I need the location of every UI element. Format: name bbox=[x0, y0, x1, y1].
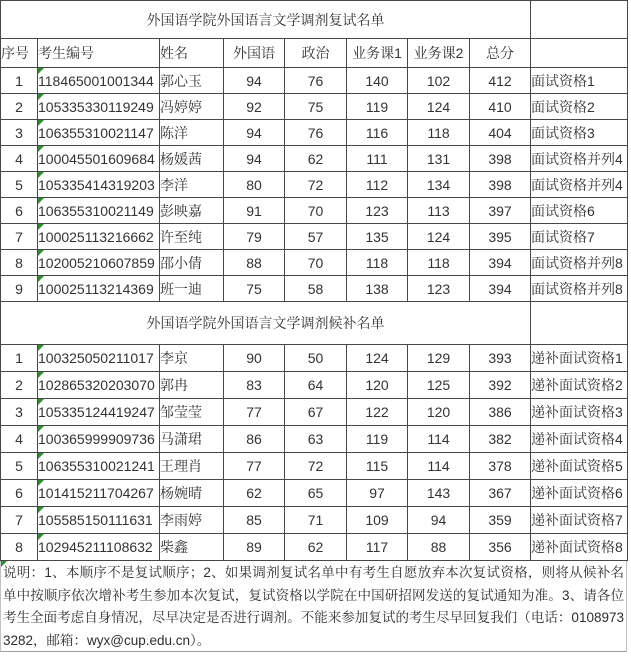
candidate-id-cell: 100025113214369 bbox=[38, 276, 160, 302]
foreign-language-score-cell: 77 bbox=[224, 399, 285, 426]
candidate-id-cell: 105335330119249 bbox=[38, 94, 160, 120]
total-score-cell: 397 bbox=[470, 198, 531, 224]
title-side-empty-cell bbox=[531, 302, 628, 345]
course1-score-cell: 119 bbox=[347, 94, 408, 120]
politics-score-cell: 62 bbox=[285, 146, 347, 172]
green-corner-icon bbox=[38, 534, 44, 540]
qualification-cell: 递补面试资格4 bbox=[531, 426, 628, 453]
retest-list-title: 外国语学院外国语言文学调剂复试名单 bbox=[1, 1, 531, 39]
qualification-cell: 递补面试资格3 bbox=[531, 399, 628, 426]
table-row bbox=[1, 250, 628, 276]
candidate-id-cell: 100365999909736 bbox=[38, 426, 160, 453]
index-cell: 7 bbox=[1, 507, 38, 534]
course1-score-cell: 109 bbox=[347, 507, 408, 534]
qualification-cell: 面试资格并列4 bbox=[531, 172, 628, 198]
name-cell: 陈洋 bbox=[160, 120, 224, 146]
candidate-id-cell: 105335124419247 bbox=[38, 399, 160, 426]
qualification-cell: 递补面试资格8 bbox=[531, 534, 628, 561]
header-name: 姓名 bbox=[160, 39, 224, 68]
index-cell: 8 bbox=[1, 250, 38, 276]
total-score-cell: 398 bbox=[470, 172, 531, 198]
green-corner-icon bbox=[38, 372, 44, 378]
name-cell: 邹莹莹 bbox=[160, 399, 224, 426]
course1-score-cell: 138 bbox=[347, 276, 408, 302]
header-politics: 政治 bbox=[285, 39, 347, 68]
qualification-cell: 面试资格6 bbox=[531, 198, 628, 224]
total-score-cell: 395 bbox=[470, 224, 531, 250]
politics-score-cell: 76 bbox=[285, 68, 347, 94]
green-corner-icon bbox=[38, 224, 44, 230]
total-score-cell: 392 bbox=[470, 372, 531, 399]
green-corner-icon bbox=[1, 561, 7, 567]
politics-score-cell: 50 bbox=[285, 345, 347, 372]
total-score-cell: 378 bbox=[470, 453, 531, 480]
course2-score-cell: 118 bbox=[408, 250, 470, 276]
course1-score-cell: 123 bbox=[347, 198, 408, 224]
qualification-cell: 面试资格3 bbox=[531, 120, 628, 146]
green-corner-icon bbox=[38, 94, 44, 100]
index-cell: 3 bbox=[1, 399, 38, 426]
name-cell: 柴鑫 bbox=[160, 534, 224, 561]
qualification-cell: 递补面试资格6 bbox=[531, 480, 628, 507]
politics-score-cell: 70 bbox=[285, 198, 347, 224]
foreign-language-score-cell: 94 bbox=[224, 68, 285, 94]
politics-score-cell: 62 bbox=[285, 534, 347, 561]
qualification-cell: 面试资格并列8 bbox=[531, 250, 628, 276]
foreign-language-score-cell: 90 bbox=[224, 345, 285, 372]
course2-score-cell: 114 bbox=[408, 426, 470, 453]
foreign-language-score-cell: 91 bbox=[224, 198, 285, 224]
politics-score-cell: 67 bbox=[285, 399, 347, 426]
index-cell: 4 bbox=[1, 426, 38, 453]
course2-score-cell: 123 bbox=[408, 276, 470, 302]
table-row bbox=[1, 120, 628, 146]
title-side-empty-cell bbox=[531, 1, 628, 39]
course1-score-cell: 117 bbox=[347, 534, 408, 561]
course2-score-cell: 124 bbox=[408, 94, 470, 120]
politics-score-cell: 76 bbox=[285, 120, 347, 146]
total-score-cell: 382 bbox=[470, 426, 531, 453]
course2-score-cell: 102 bbox=[408, 68, 470, 94]
table-row bbox=[1, 453, 628, 480]
total-score-cell: 394 bbox=[470, 250, 531, 276]
total-score-cell: 394 bbox=[470, 276, 531, 302]
course1-score-cell: 124 bbox=[347, 345, 408, 372]
foreign-language-score-cell: 94 bbox=[224, 146, 285, 172]
politics-score-cell: 63 bbox=[285, 426, 347, 453]
foreign-language-score-cell: 83 bbox=[224, 372, 285, 399]
course2-score-cell: 88 bbox=[408, 534, 470, 561]
table-row bbox=[1, 172, 628, 198]
total-score-cell: 398 bbox=[470, 146, 531, 172]
qualification-cell: 面试资格并列8 bbox=[531, 276, 628, 302]
table-row bbox=[1, 507, 628, 534]
foreign-language-score-cell: 86 bbox=[224, 426, 285, 453]
candidate-id-cell: 102005210607859 bbox=[38, 250, 160, 276]
name-cell: 郭冉 bbox=[160, 372, 224, 399]
index-cell: 3 bbox=[1, 120, 38, 146]
header-foreign-language: 外国语 bbox=[224, 39, 285, 68]
course1-score-cell: 118 bbox=[347, 250, 408, 276]
course2-score-cell: 125 bbox=[408, 372, 470, 399]
total-score-cell: 367 bbox=[470, 480, 531, 507]
table-row bbox=[1, 68, 628, 94]
index-cell: 6 bbox=[1, 198, 38, 224]
course2-score-cell: 134 bbox=[408, 172, 470, 198]
course1-score-cell: 120 bbox=[347, 372, 408, 399]
name-cell: 李雨婷 bbox=[160, 507, 224, 534]
politics-score-cell: 72 bbox=[285, 172, 347, 198]
header-course1: 业务课1 bbox=[347, 39, 408, 68]
name-cell: 冯婷婷 bbox=[160, 94, 224, 120]
course1-score-cell: 140 bbox=[347, 68, 408, 94]
course1-score-cell: 135 bbox=[347, 224, 408, 250]
course2-score-cell: 114 bbox=[408, 453, 470, 480]
table-row bbox=[1, 94, 628, 120]
name-cell: 王理肖 bbox=[160, 453, 224, 480]
course2-score-cell: 120 bbox=[408, 399, 470, 426]
foreign-language-score-cell: 77 bbox=[224, 453, 285, 480]
table-row bbox=[1, 399, 628, 426]
waitlist-title-row bbox=[1, 302, 628, 345]
table-row bbox=[1, 534, 628, 561]
total-score-cell: 404 bbox=[470, 120, 531, 146]
header-course2: 业务课2 bbox=[408, 39, 470, 68]
candidate-id-cell: 105335414319203 bbox=[38, 172, 160, 198]
table-row bbox=[1, 146, 628, 172]
total-score-cell: 412 bbox=[470, 68, 531, 94]
qualification-cell: 面试资格7 bbox=[531, 224, 628, 250]
green-corner-icon bbox=[38, 480, 44, 486]
notes-text: 说明：1、本顺序不是复试顺序；2、如果调剂复试名单中有考生自愿放弃本次复试资格，则将从候补名单中按顺序依次增补考生参加本次复试，复试资格以学院在中国研招网发送的复试通知为准。3、请各位考生全面考虑自身情况，尽早决定是否进行调剂。不能来参加复试的考生尽早回复我们（电话：01089733282，邮箱：wyx@cup.edu.cn）。 bbox=[3, 565, 624, 648]
header-index: 序号 bbox=[1, 39, 38, 68]
course1-score-cell: 116 bbox=[347, 120, 408, 146]
qualification-cell: 面试资格1 bbox=[531, 68, 628, 94]
index-cell: 5 bbox=[1, 172, 38, 198]
politics-score-cell: 75 bbox=[285, 94, 347, 120]
course2-score-cell: 131 bbox=[408, 146, 470, 172]
course1-score-cell: 122 bbox=[347, 399, 408, 426]
course1-score-cell: 97 bbox=[347, 480, 408, 507]
green-corner-icon bbox=[38, 250, 44, 256]
table-row bbox=[1, 224, 628, 250]
course2-score-cell: 118 bbox=[408, 120, 470, 146]
name-cell: 邵小倩 bbox=[160, 250, 224, 276]
table-row bbox=[1, 426, 628, 453]
qualification-cell: 递补面试资格5 bbox=[531, 453, 628, 480]
qualification-cell: 递补面试资格2 bbox=[531, 372, 628, 399]
foreign-language-score-cell: 89 bbox=[224, 534, 285, 561]
header-qualification bbox=[531, 39, 628, 68]
candidate-id-cell: 105585150111631 bbox=[38, 507, 160, 534]
course1-score-cell: 119 bbox=[347, 426, 408, 453]
qualification-cell: 面试资格并列4 bbox=[531, 146, 628, 172]
table-row bbox=[1, 480, 628, 507]
politics-score-cell: 72 bbox=[285, 453, 347, 480]
index-cell: 9 bbox=[1, 276, 38, 302]
green-corner-icon bbox=[38, 120, 44, 126]
foreign-language-score-cell: 79 bbox=[224, 224, 285, 250]
name-cell: 彭映嘉 bbox=[160, 198, 224, 224]
foreign-language-score-cell: 94 bbox=[224, 120, 285, 146]
course2-score-cell: 129 bbox=[408, 345, 470, 372]
total-score-cell: 410 bbox=[470, 94, 531, 120]
notes-paragraph bbox=[0, 561, 627, 652]
course1-score-cell: 112 bbox=[347, 172, 408, 198]
politics-score-cell: 65 bbox=[285, 480, 347, 507]
total-score-cell: 393 bbox=[470, 345, 531, 372]
candidate-id-cell: 102865320203070 bbox=[38, 372, 160, 399]
total-score-cell: 356 bbox=[470, 534, 531, 561]
total-score-cell: 386 bbox=[470, 399, 531, 426]
name-cell: 李洋 bbox=[160, 172, 224, 198]
total-score-cell: 359 bbox=[470, 507, 531, 534]
foreign-language-score-cell: 80 bbox=[224, 172, 285, 198]
table-row bbox=[1, 198, 628, 224]
green-corner-icon bbox=[38, 399, 44, 405]
green-corner-icon bbox=[38, 426, 44, 432]
name-cell: 杨媛茜 bbox=[160, 146, 224, 172]
green-corner-icon bbox=[38, 345, 44, 351]
candidate-id-cell: 100025113216662 bbox=[38, 224, 160, 250]
index-cell: 4 bbox=[1, 146, 38, 172]
index-cell: 2 bbox=[1, 372, 38, 399]
foreign-language-score-cell: 85 bbox=[224, 507, 285, 534]
candidate-id-cell: 106355310021241 bbox=[38, 453, 160, 480]
table-row bbox=[1, 276, 628, 302]
politics-score-cell: 57 bbox=[285, 224, 347, 250]
retest-title-row bbox=[1, 1, 628, 39]
index-cell: 1 bbox=[1, 68, 38, 94]
candidate-id-cell: 118465001001344 bbox=[38, 68, 160, 94]
name-cell: 郭心玉 bbox=[160, 68, 224, 94]
course1-score-cell: 115 bbox=[347, 453, 408, 480]
qualification-cell: 递补面试资格1 bbox=[531, 345, 628, 372]
header-candidate-id: 考生编号 bbox=[38, 39, 160, 68]
table-row bbox=[1, 372, 628, 399]
index-cell: 8 bbox=[1, 534, 38, 561]
header-row bbox=[1, 39, 628, 68]
index-cell: 1 bbox=[1, 345, 38, 372]
table-row bbox=[1, 345, 628, 372]
green-corner-icon bbox=[38, 146, 44, 152]
foreign-language-score-cell: 75 bbox=[224, 276, 285, 302]
foreign-language-score-cell: 62 bbox=[224, 480, 285, 507]
course2-score-cell: 113 bbox=[408, 198, 470, 224]
green-corner-icon bbox=[38, 68, 44, 74]
index-cell: 2 bbox=[1, 94, 38, 120]
index-cell: 7 bbox=[1, 224, 38, 250]
candidate-id-cell: 106355310021147 bbox=[38, 120, 160, 146]
name-cell: 杨婉晴 bbox=[160, 480, 224, 507]
candidate-id-cell: 101415211704267 bbox=[38, 480, 160, 507]
course2-score-cell: 94 bbox=[408, 507, 470, 534]
index-cell: 6 bbox=[1, 480, 38, 507]
course1-score-cell: 111 bbox=[347, 146, 408, 172]
foreign-language-score-cell: 92 bbox=[224, 94, 285, 120]
waitlist-title: 外国语学院外国语言文学调剂候补名单 bbox=[1, 302, 531, 345]
foreign-language-score-cell: 88 bbox=[224, 250, 285, 276]
header-total: 总分 bbox=[470, 39, 531, 68]
green-corner-icon bbox=[38, 507, 44, 513]
name-cell: 班一迪 bbox=[160, 276, 224, 302]
qualification-cell: 递补面试资格7 bbox=[531, 507, 628, 534]
candidate-id-cell: 106355310021149 bbox=[38, 198, 160, 224]
name-cell: 许至纯 bbox=[160, 224, 224, 250]
politics-score-cell: 58 bbox=[285, 276, 347, 302]
name-cell: 李京 bbox=[160, 345, 224, 372]
politics-score-cell: 64 bbox=[285, 372, 347, 399]
politics-score-cell: 71 bbox=[285, 507, 347, 534]
green-corner-icon bbox=[38, 198, 44, 204]
candidate-id-cell: 100325050211017 bbox=[38, 345, 160, 372]
green-corner-icon bbox=[38, 276, 44, 282]
course2-score-cell: 143 bbox=[408, 480, 470, 507]
index-cell: 5 bbox=[1, 453, 38, 480]
green-corner-icon bbox=[38, 172, 44, 178]
candidate-id-cell: 100045501609684 bbox=[38, 146, 160, 172]
course2-score-cell: 124 bbox=[408, 224, 470, 250]
name-cell: 马潇珺 bbox=[160, 426, 224, 453]
green-corner-icon bbox=[38, 453, 44, 459]
politics-score-cell: 70 bbox=[285, 250, 347, 276]
qualification-cell: 面试资格2 bbox=[531, 94, 628, 120]
candidate-id-cell: 102945211108632 bbox=[38, 534, 160, 561]
